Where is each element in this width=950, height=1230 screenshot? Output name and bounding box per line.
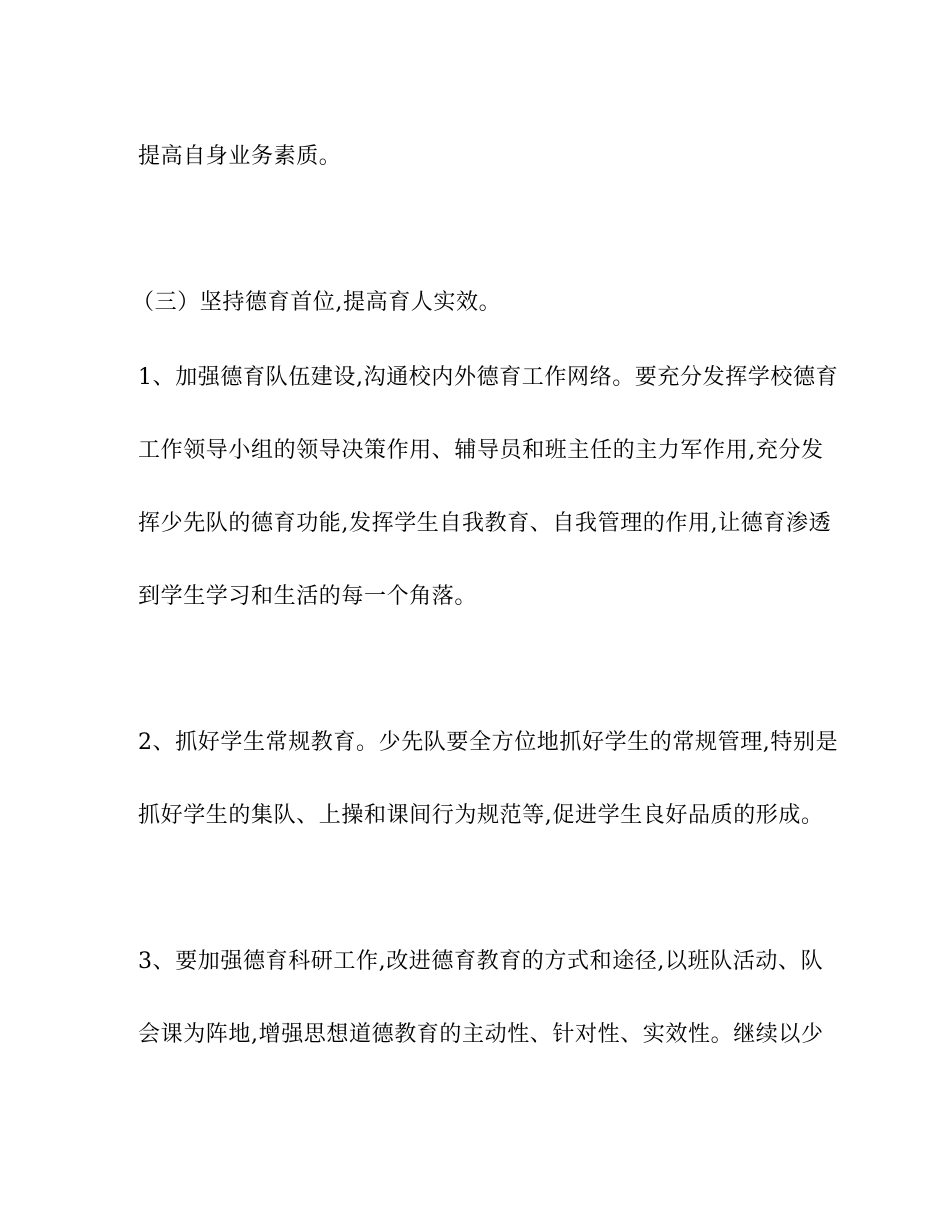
- text-line-7: 2、抓好学生常规教育。少先队要全方位地抓好学生的常规管理,特别是: [138, 730, 839, 755]
- text-line-3: 1、加强德育队伍建设,沟通校内外德育工作网络。要充分发挥学校德育: [138, 365, 839, 390]
- text-line-6: 到学生学习和生活的每一个角落。: [138, 584, 478, 609]
- text-line-1: 提高自身业务素质。: [138, 144, 342, 169]
- text-line-8: 抓好学生的集队、上操和课间行为规范等,促进学生良好品质的形成。: [138, 803, 824, 828]
- text-line-9: 3、要加强德育科研工作,改进德育教育的方式和途径,以班队活动、队: [138, 949, 824, 974]
- section-heading-3: （三）坚持德育首位,提高育人实效。: [132, 290, 502, 315]
- text-line-10: 会课为阵地,增强思想道德教育的主动性、针对性、实效性。继续以少: [138, 1022, 824, 1047]
- text-line-5: 挥少先队的德育功能,发挥学生自我教育、自我管理的作用,让德育渗透: [138, 511, 832, 536]
- text-line-4: 工作领导小组的领导决策作用、辅导员和班主任的主力军作用,充分发: [138, 438, 824, 463]
